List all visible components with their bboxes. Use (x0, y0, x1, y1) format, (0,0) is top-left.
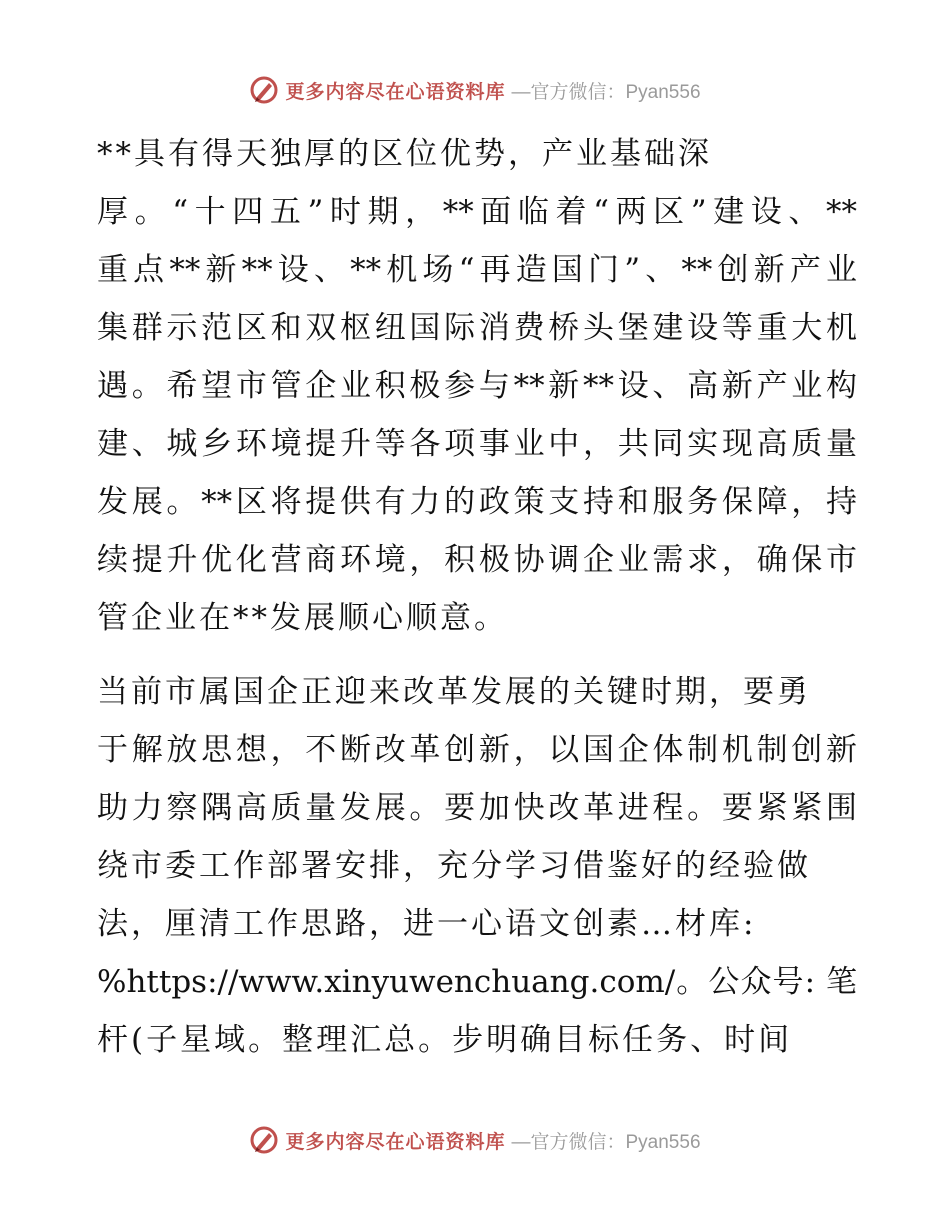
paragraph-1 (97, 125, 857, 647)
text-line: 遇。希望市管企业积极参与**新**设、高新产业构 (97, 368, 857, 404)
header-brand (249, 75, 700, 105)
text-line: 杆(子星域。整理汇总。步明确目标任务、时间 (97, 1022, 793, 1058)
pen-logo-icon (249, 1125, 279, 1155)
text-line: 法，厘清工作思路，进一心语文创素…材库: (97, 906, 757, 942)
text-line: 助力察隅高质量发展。要加快改革进程。要紧紧围 (97, 790, 857, 826)
text-line: 当前市属国企正迎来改革发展的关键时期，要勇 (97, 674, 811, 710)
footer-title: 更多内容尽在心语资料库 (285, 1130, 506, 1153)
page-header (0, 70, 950, 110)
document-body (97, 125, 857, 1069)
text-line: 发展。**区将提供有力的政策支持和服务保障，持 (97, 484, 857, 520)
header-title: 更多内容尽在心语资料库 (285, 80, 506, 103)
paragraph-2 (97, 663, 857, 1069)
text-line: 厚。“十四五”时期，**面临着“两区”建设、** (97, 194, 857, 230)
text-line: %https://www.xinyuwenchuang.com/。公众号: 笔 (97, 964, 857, 1000)
footer-contact: —官方微信：Pyan556 (511, 1131, 701, 1153)
pen-logo-icon (249, 75, 279, 105)
paragraph-spacer (97, 647, 857, 663)
text-line: 建、城乡环境提升等各项事业中，共同实现高质量 (97, 426, 857, 462)
text-line: 管企业在**发展顺心顺意。 (97, 600, 508, 636)
page-footer (0, 1120, 950, 1160)
text-line: 绕市委工作部署安排，充分学习借鉴好的经验做 (97, 848, 811, 884)
text-line: 重点**新**设、**机场“再造国门”、**创新产业 (97, 252, 857, 288)
text-line: **具有得天独厚的区位优势，产业基础深 (97, 136, 712, 172)
text-line: 于解放思想，不断改革创新，以国企体制机制创新 (97, 732, 857, 768)
footer-brand (249, 1125, 700, 1155)
text-line: 集群示范区和双枢纽国际消费桥头堡建设等重大机 (97, 310, 857, 346)
header-contact: —官方微信：Pyan556 (511, 81, 701, 103)
text-line: 续提升优化营商环境，积极协调企业需求，确保市 (97, 542, 857, 578)
